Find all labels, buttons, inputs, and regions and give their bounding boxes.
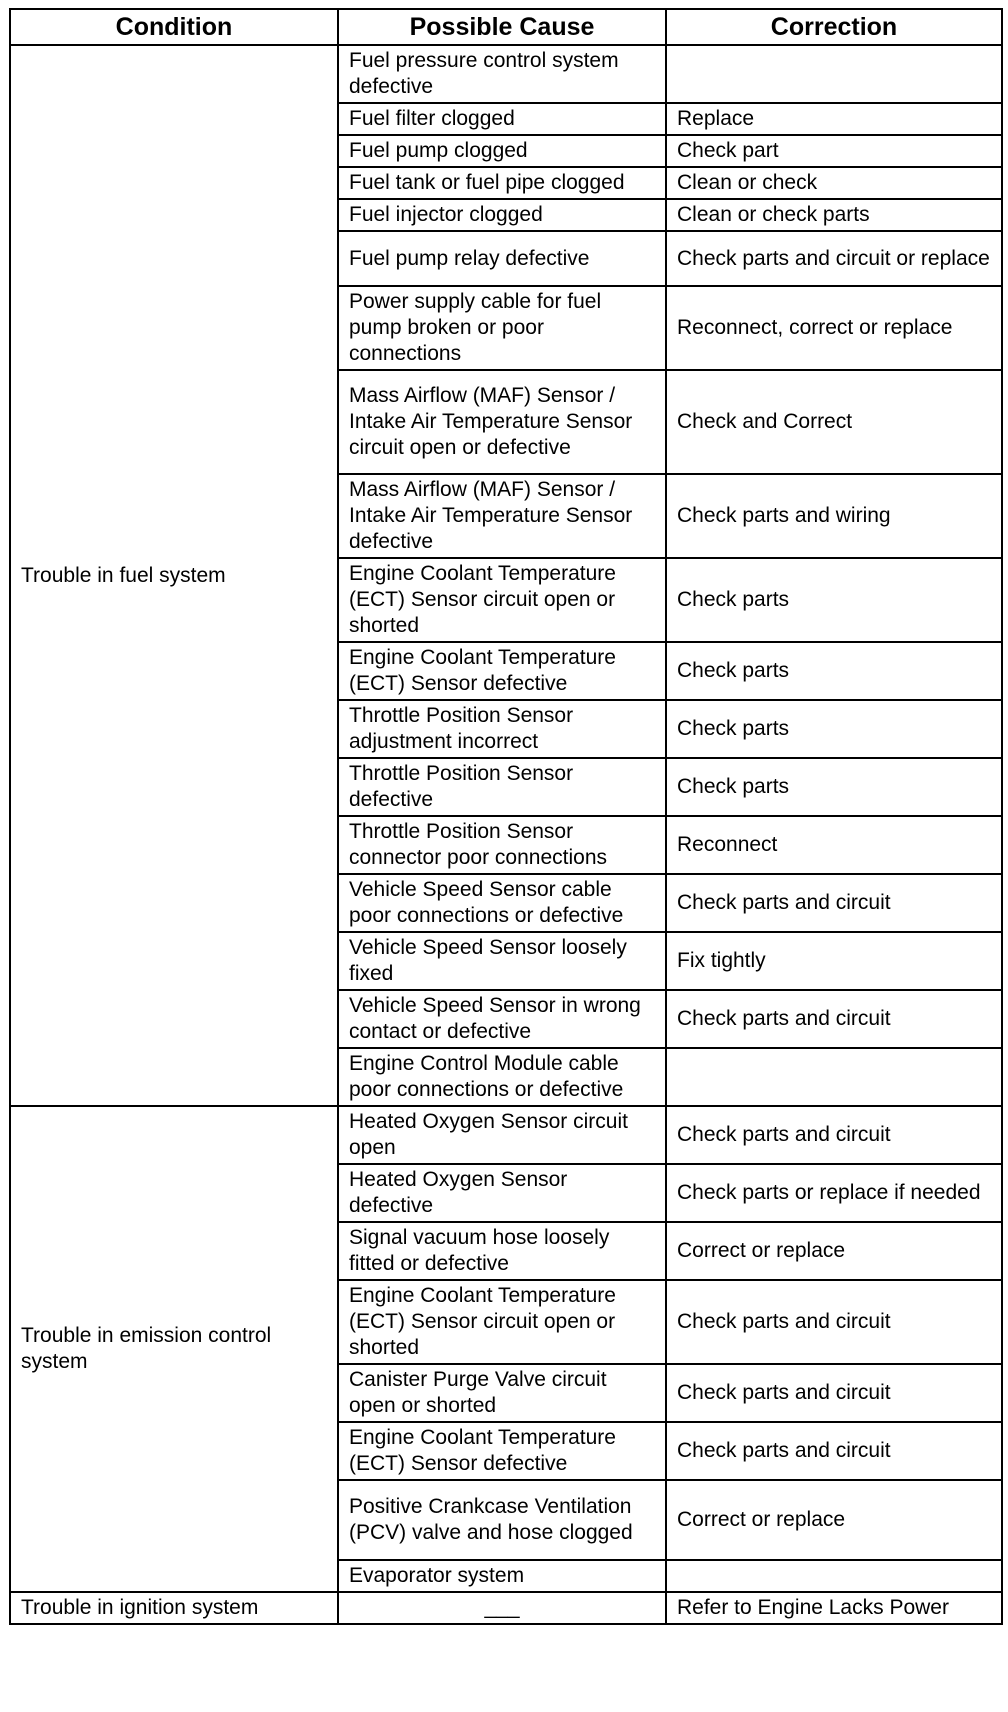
correction-cell: Check parts and wiring (666, 474, 1002, 558)
cause-cell: Throttle Position Sensor defective (338, 758, 666, 816)
correction-cell (666, 1048, 1002, 1106)
cause-cell: Fuel injector clogged (338, 199, 666, 231)
cause-cell: Engine Coolant Temperature (ECT) Sensor defective (338, 1422, 666, 1480)
cause-cell: Throttle Position Sensor connector poor connections (338, 816, 666, 874)
cause-cell: Evaporator system (338, 1560, 666, 1592)
correction-cell: Check parts (666, 700, 1002, 758)
cause-cell: Power supply cable for fuel pump broken or poor connections (338, 286, 666, 370)
table-body (10, 45, 1002, 1624)
table-row (10, 1592, 1002, 1624)
cause-cell: Heated Oxygen Sensor circuit open (338, 1106, 666, 1164)
correction-cell: Check parts and circuit (666, 990, 1002, 1048)
correction-cell: Check parts and circuit or replace (666, 231, 1002, 286)
table-row (10, 45, 1002, 103)
correction-cell: Check parts (666, 558, 1002, 642)
cause-cell: Heated Oxygen Sensor defective (338, 1164, 666, 1222)
cause-cell: Fuel tank or fuel pipe clogged (338, 167, 666, 199)
cause-cell: Positive Crankcase Ventilation (PCV) valve and hose clogged (338, 1480, 666, 1560)
correction-header: Correction (666, 9, 1002, 45)
cause-cell: Throttle Position Sensor adjustment incorrect (338, 700, 666, 758)
table-row (10, 1106, 1002, 1164)
correction-cell: Check parts or replace if needed (666, 1164, 1002, 1222)
correction-cell: Reconnect, correct or replace (666, 286, 1002, 370)
correction-cell: Refer to Engine Lacks Power (666, 1592, 1002, 1624)
cause-header: Possible Cause (338, 9, 666, 45)
cause-cell: Mass Airflow (MAF) Sensor / Intake Air Temperature Sensor defective (338, 474, 666, 558)
cause-cell: Canister Purge Valve circuit open or shorted (338, 1364, 666, 1422)
cause-cell: Vehicle Speed Sensor cable poor connections or defective (338, 874, 666, 932)
condition-cell: Trouble in fuel system (10, 45, 338, 1106)
condition-cell: Trouble in emission control system (10, 1106, 338, 1592)
cause-cell: Engine Control Module cable poor connections or defective (338, 1048, 666, 1106)
correction-cell: Check parts and circuit (666, 1364, 1002, 1422)
condition-cell: Trouble in ignition system (10, 1592, 338, 1624)
diagnosis-page (9, 8, 1001, 1625)
correction-cell: Check parts and circuit (666, 874, 1002, 932)
diagnosis-table (9, 8, 1003, 1625)
correction-cell: Check and Correct (666, 370, 1002, 474)
correction-cell: Clean or check (666, 167, 1002, 199)
correction-cell: Replace (666, 103, 1002, 135)
cause-cell: Fuel filter clogged (338, 103, 666, 135)
correction-cell: Correct or replace (666, 1222, 1002, 1280)
correction-cell: Fix tightly (666, 932, 1002, 990)
cause-cell: Engine Coolant Temperature (ECT) Sensor circuit open or shorted (338, 558, 666, 642)
correction-cell: Check part (666, 135, 1002, 167)
correction-cell: Check parts and circuit (666, 1106, 1002, 1164)
correction-cell: Check parts and circuit (666, 1280, 1002, 1364)
cause-cell: Mass Airflow (MAF) Sensor / Intake Air Temperature Sensor circuit open or defective (338, 370, 666, 474)
correction-cell: Clean or check parts (666, 199, 1002, 231)
correction-cell: Check parts and circuit (666, 1422, 1002, 1480)
cause-cell: Engine Coolant Temperature (ECT) Sensor circuit open or shorted (338, 1280, 666, 1364)
cause-cell: Fuel pump relay defective (338, 231, 666, 286)
correction-cell: Check parts (666, 758, 1002, 816)
cause-cell: Fuel pressure control system defective (338, 45, 666, 103)
correction-cell: Reconnect (666, 816, 1002, 874)
correction-cell (666, 1560, 1002, 1592)
correction-cell: Correct or replace (666, 1480, 1002, 1560)
correction-cell: Check parts (666, 642, 1002, 700)
cause-cell: Vehicle Speed Sensor loosely fixed (338, 932, 666, 990)
header-row (10, 9, 1002, 45)
correction-cell (666, 45, 1002, 103)
cause-cell: Signal vacuum hose loosely fitted or defective (338, 1222, 666, 1280)
cause-cell: Engine Coolant Temperature (ECT) Sensor defective (338, 642, 666, 700)
condition-header: Condition (10, 9, 338, 45)
cause-cell: Fuel pump clogged (338, 135, 666, 167)
cause-cell: Vehicle Speed Sensor in wrong contact or defective (338, 990, 666, 1048)
cause-cell: ___ (338, 1592, 666, 1624)
